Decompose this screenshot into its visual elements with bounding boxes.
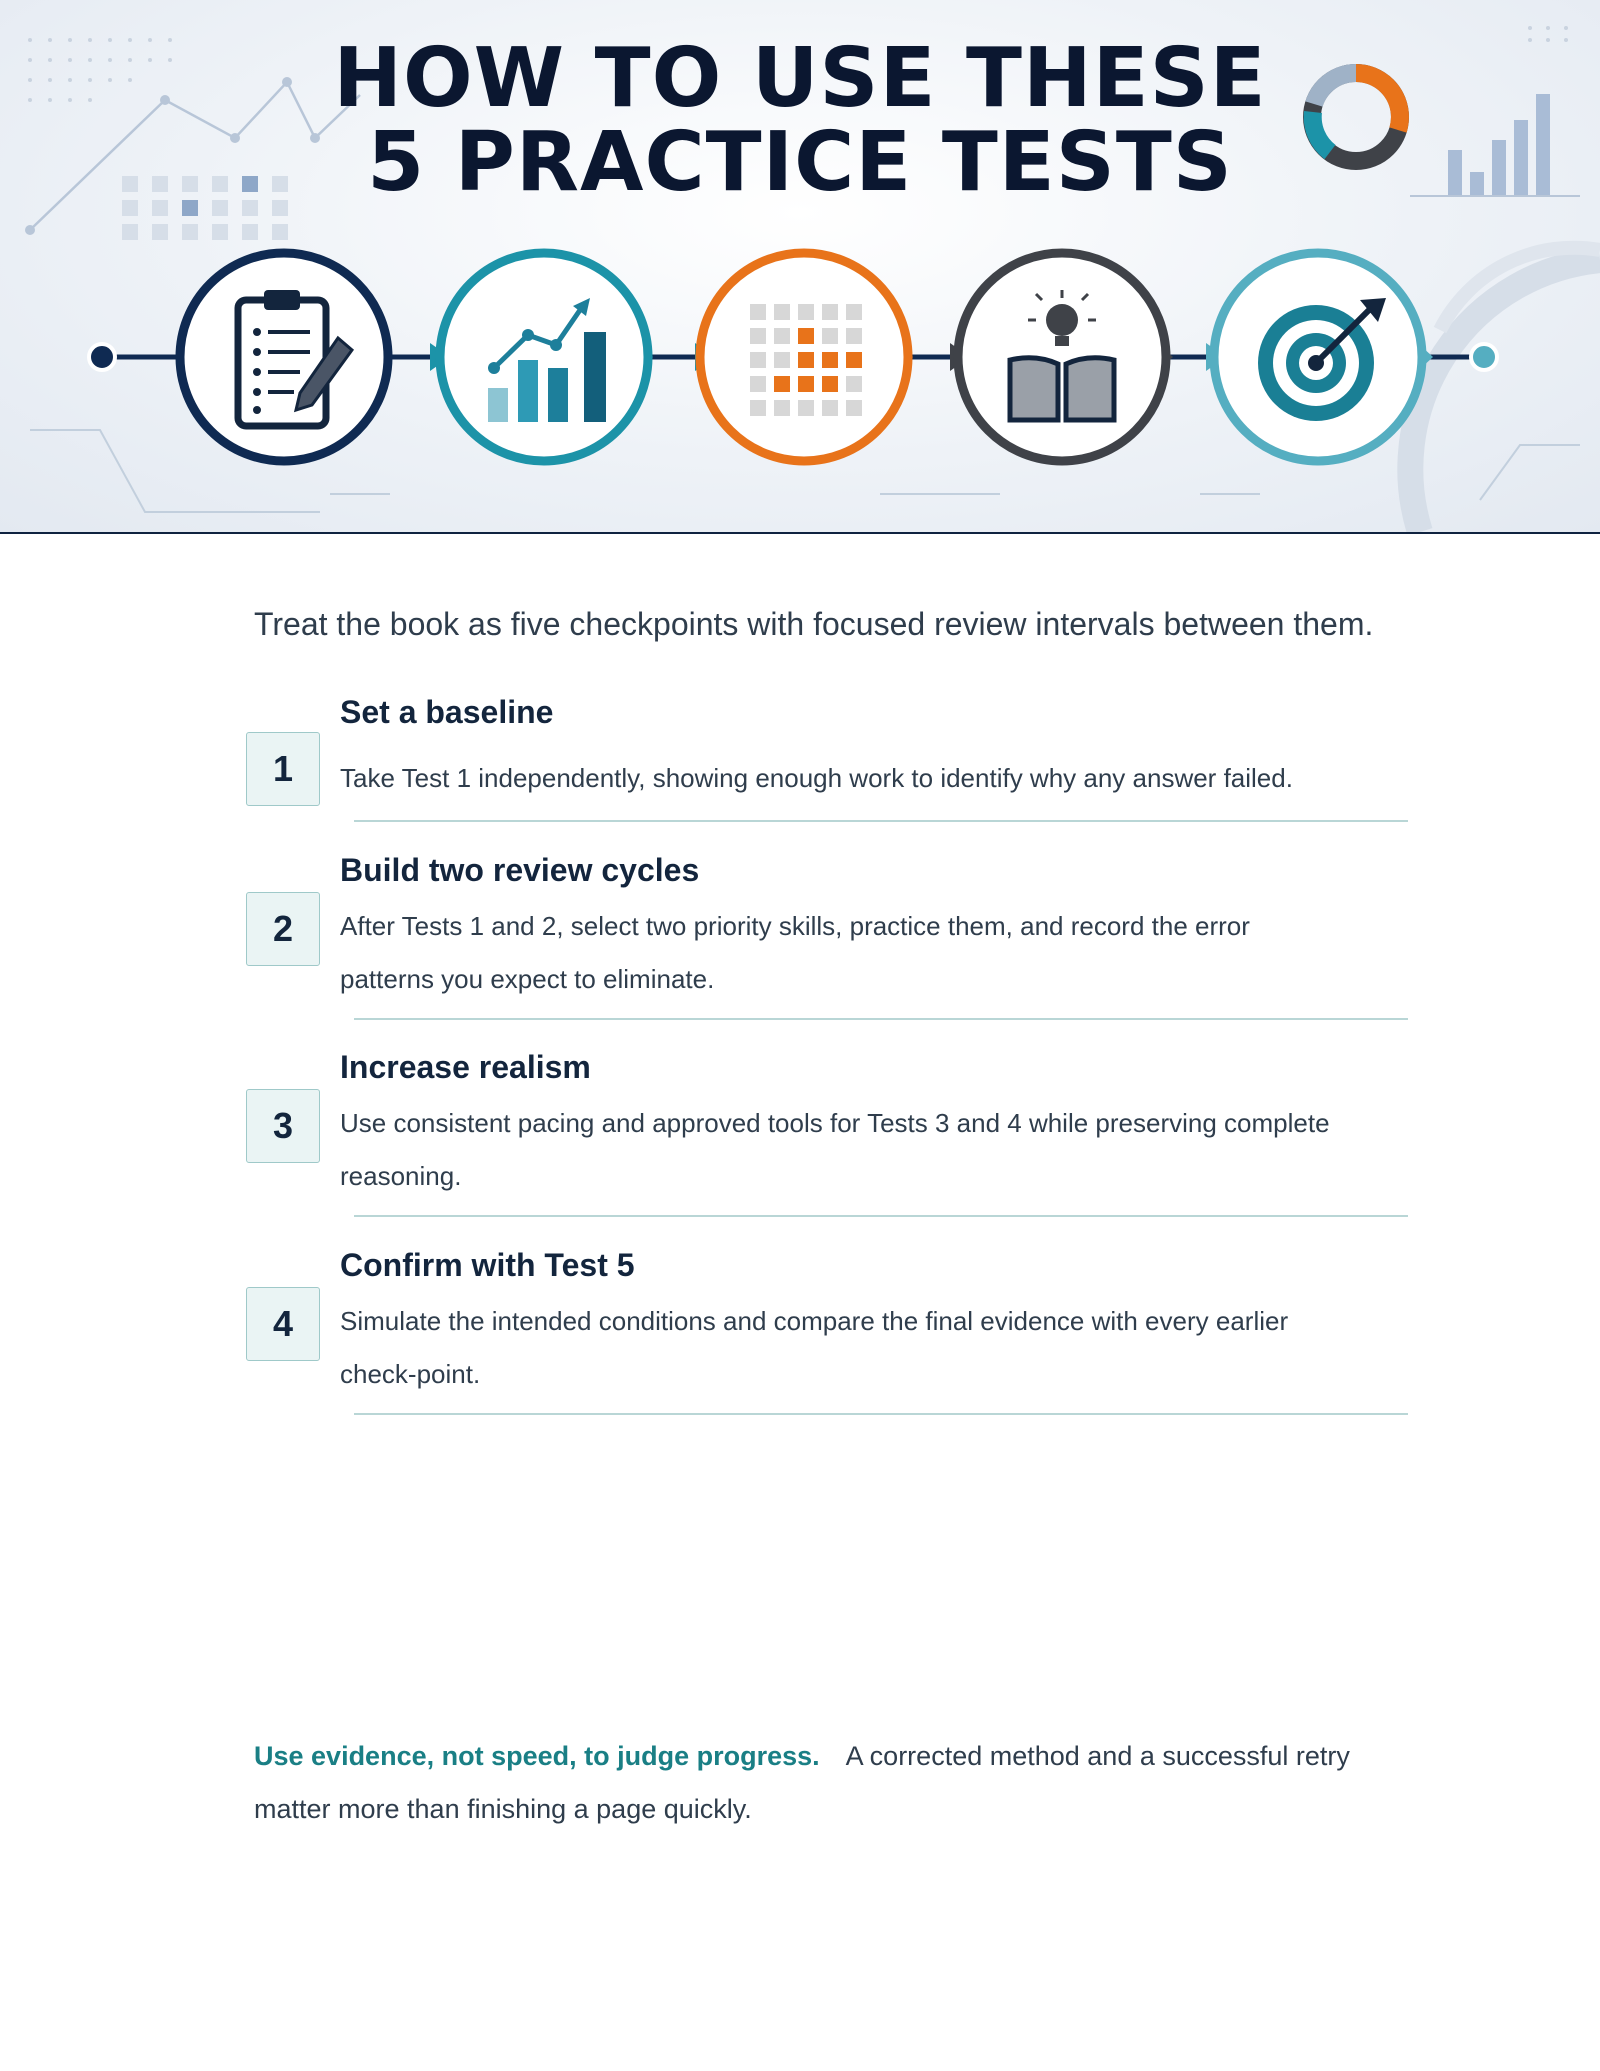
header-banner bbox=[0, 0, 1600, 534]
step-number-badge: 4 bbox=[246, 1287, 320, 1361]
step-divider bbox=[354, 1413, 1408, 1415]
step-number-badge: 2 bbox=[246, 892, 320, 966]
step-divider bbox=[354, 1018, 1408, 1020]
step-number-badge: 1 bbox=[246, 732, 320, 806]
step-body: Simulate the intended conditions and compare the final evidence with every earlier check-point. bbox=[340, 1306, 1289, 1389]
step-body: After Tests 1 and 2, select two priority skills, practice them, and record the error patterns you expect to eliminate. bbox=[340, 911, 1250, 994]
step-body: Use consistent pacing and approved tools for Tests 3 and 4 while preserving complete reasoning. bbox=[340, 1108, 1330, 1191]
step-divider bbox=[354, 820, 1408, 822]
footer-note bbox=[254, 1730, 1400, 1836]
step-title: Build two review cycles bbox=[340, 852, 700, 888]
intro-text: Treat the book as five checkpoints with focused review intervals between them. bbox=[254, 606, 1374, 642]
step-title: Confirm with Test 5 bbox=[340, 1247, 635, 1283]
banner-title-line2: 5 PRACTICE TESTS bbox=[367, 115, 1233, 210]
step-body: Take Test 1 independently, showing enough work to identify why any answer failed. bbox=[340, 763, 1293, 793]
banner-title-line1: HOW TO USE THESE bbox=[333, 31, 1267, 126]
step-divider bbox=[354, 1215, 1408, 1217]
step-title: Set a baseline bbox=[340, 694, 554, 730]
footer-emphasis: Use evidence, not speed, to judge progress. bbox=[254, 1741, 820, 1771]
step-title: Increase realism bbox=[340, 1049, 591, 1085]
step-number-badge: 3 bbox=[246, 1089, 320, 1163]
footer-text: A corrected method and a successful retry matter more than finishing a page quickly. bbox=[254, 1741, 1350, 1824]
donut-chart-icon bbox=[1312, 73, 1400, 161]
